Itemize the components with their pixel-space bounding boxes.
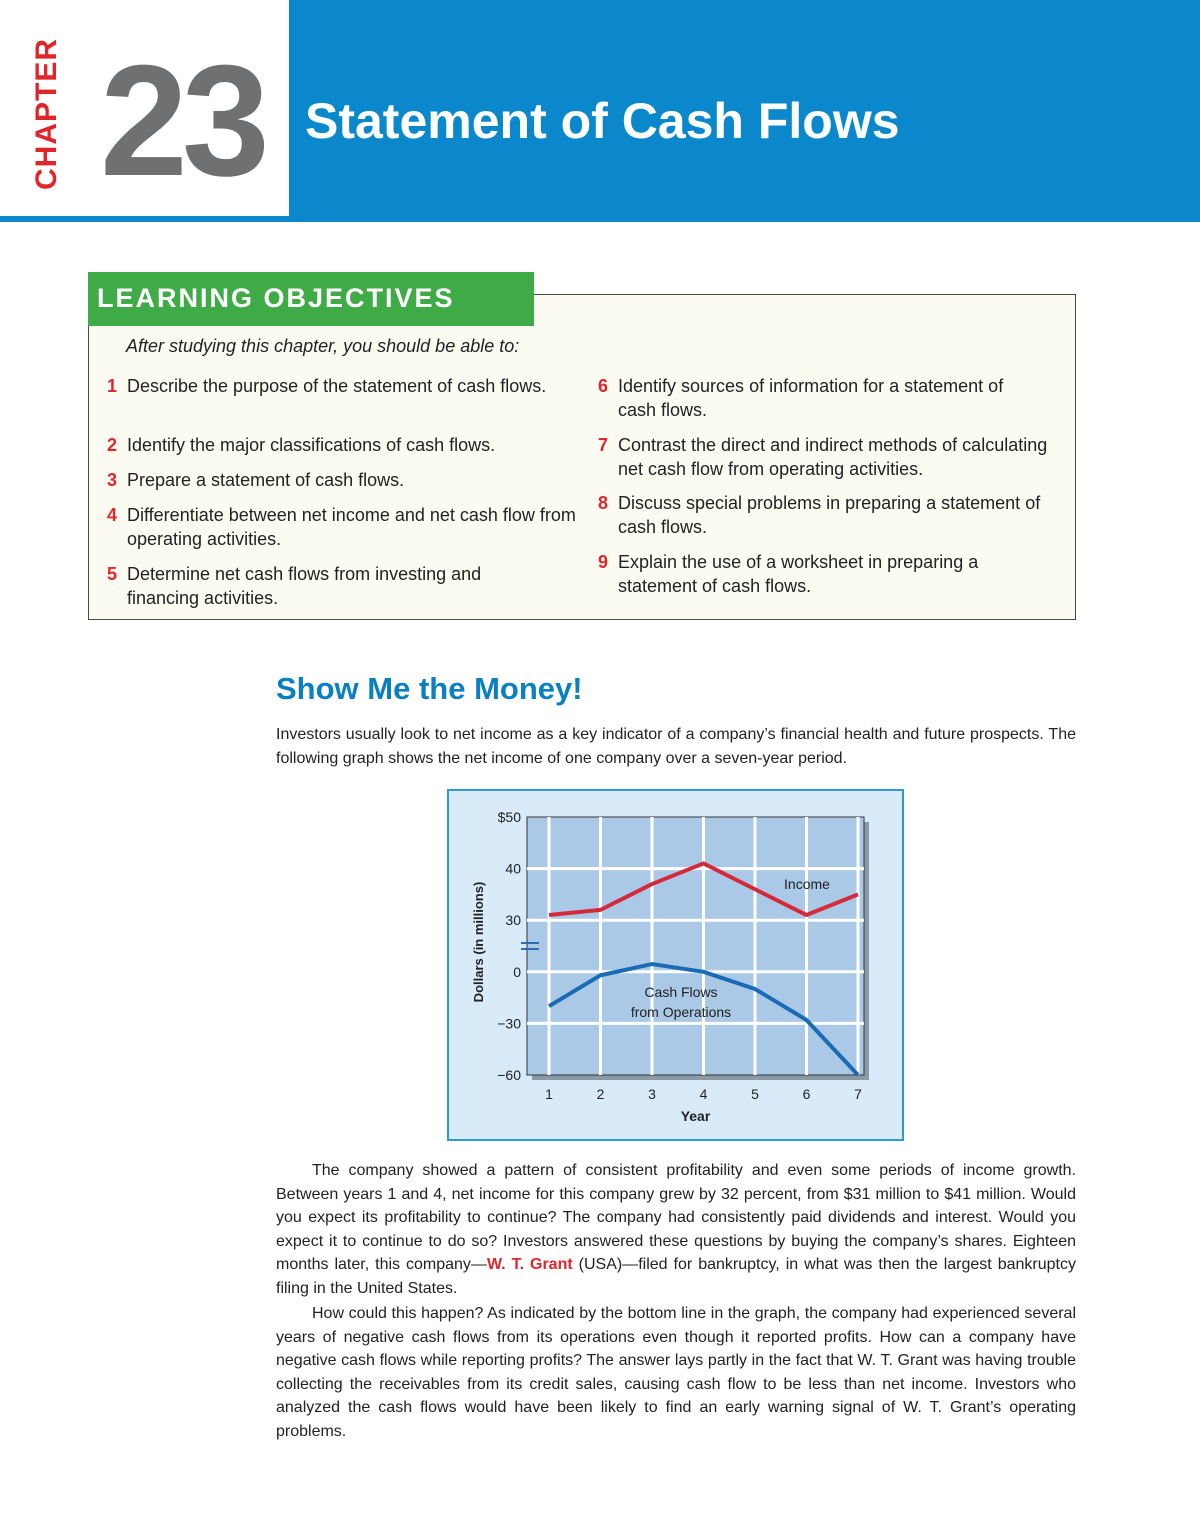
objective-text: Differentiate between net income and net cash flow from operating activities. <box>127 505 576 549</box>
objective-9 <box>598 550 1018 598</box>
paragraph-text: The company showed a pattern of consistent profitability and even some periods of income growth. Between years 1 and 4, net income for this company grew by 32 percent, from $31 million to $41 million. Would you expect its profitability to continue? The company had consistently paid dividends and interest. Would you expect it to continue to do so? Investors answered these questions by buying the company’s shares. Eighteen months later, this company— <box>276 1162 1076 1273</box>
body-paragraph-2: How could this happen? As indicated by the bottom line in the graph, the company had experienced several years of negative cash flows from its operations even though it reported profits. How can a company have negative cash flows while reporting profits? The answer lays partly in the fact that W. T. Grant was having trouble collecting the receivables from its credit sales, causing cash flow to be less than net income. Investors who analyzed the cash flows would have been likely to find an early warning signal of W. T. Grant’s operating problems. <box>276 1305 1076 1440</box>
objective-3 <box>107 468 557 492</box>
objective-text: Contrast the direct and indirect methods of calculating net cash flow from operating activities. <box>618 435 1048 479</box>
objective-8 <box>598 491 1058 539</box>
objective-number: 6 <box>598 376 609 396</box>
x-tick-label: 1 <box>545 1086 553 1102</box>
objective-6 <box>598 374 1018 422</box>
x-tick-label: 7 <box>854 1086 862 1102</box>
objective-number: 7 <box>598 435 609 455</box>
x-tick-label: 5 <box>751 1086 759 1102</box>
objective-4 <box>107 503 577 551</box>
objective-number: 8 <box>598 493 609 513</box>
objective-text: Describe the purpose of the statement of cash flows. <box>127 376 547 396</box>
objective-number: 5 <box>107 564 118 584</box>
chapter-number: 23 <box>100 33 264 209</box>
objective-2 <box>107 433 557 457</box>
learning-objectives-heading: LEARNING OBJECTIVES <box>88 272 534 326</box>
series-label-income: Income <box>784 876 830 892</box>
x-tick-label: 3 <box>648 1086 656 1102</box>
series-label-cash-flows: from Operations <box>630 1004 732 1020</box>
objective-number: 9 <box>598 552 609 572</box>
objective-text: Explain the use of a worksheet in preparing a statement of cash flows. <box>618 552 979 596</box>
x-tick-label: 4 <box>699 1086 708 1102</box>
y-tick-label: −30 <box>497 1015 521 1032</box>
y-tick-label: 40 <box>505 860 521 877</box>
chart-frame <box>447 789 904 1141</box>
objective-number: 1 <box>107 376 118 396</box>
y-tick-label: −60 <box>497 1067 521 1083</box>
objective-text: Determine net cash flows from investing and financing activities. <box>127 564 482 608</box>
objective-5 <box>107 562 527 610</box>
y-axis-title: Dollars (in millions) <box>471 881 486 1003</box>
y-tick-label: $50 <box>497 809 521 825</box>
paragraph-text: (USA)—filed for bankruptcy, in what was then the largest bankruptcy filing in the United States. <box>276 1256 1077 1297</box>
x-tick-label: 6 <box>802 1086 811 1102</box>
objective-number: 3 <box>107 470 118 490</box>
objective-1 <box>107 374 547 398</box>
objective-number: 4 <box>107 505 118 525</box>
chapter-label: CHAPTER <box>30 37 63 190</box>
series-label-cash-flows: Cash Flows <box>644 984 718 1000</box>
y-tick-label: 30 <box>505 912 521 929</box>
x-tick-label: 2 <box>596 1086 605 1102</box>
objective-text: Identify sources of information for a statement of cash flows. <box>618 376 1004 420</box>
objective-7 <box>598 433 1068 481</box>
objective-text: Prepare a statement of cash flows. <box>127 470 405 490</box>
header-rule <box>0 216 1200 222</box>
section-title: Show Me the Money! <box>276 671 583 706</box>
x-axis-title: Year <box>680 1108 711 1124</box>
plot-area <box>527 817 864 1075</box>
objective-text: Identify the major classifications of cash flows. <box>127 435 496 455</box>
learning-objectives-intro: After studying this chapter, you should be able to: <box>126 336 520 356</box>
chapter-title: Statement of Cash Flows <box>305 93 900 149</box>
company-name: W. T. Grant <box>486 1256 573 1273</box>
intro-paragraph: Investors usually look to net income as a key indicator of a company’s financial health and future prospects. The following graph shows the net income of one company over a seven-year period. <box>276 726 1076 767</box>
body-paragraph-1 <box>276 1159 1076 1300</box>
net-income-vs-cash-flow-chart <box>449 791 902 1139</box>
objective-number: 2 <box>107 435 118 455</box>
objective-text: Discuss special problems in preparing a statement of cash flows. <box>618 493 1041 537</box>
y-tick-label: 0 <box>513 963 521 980</box>
